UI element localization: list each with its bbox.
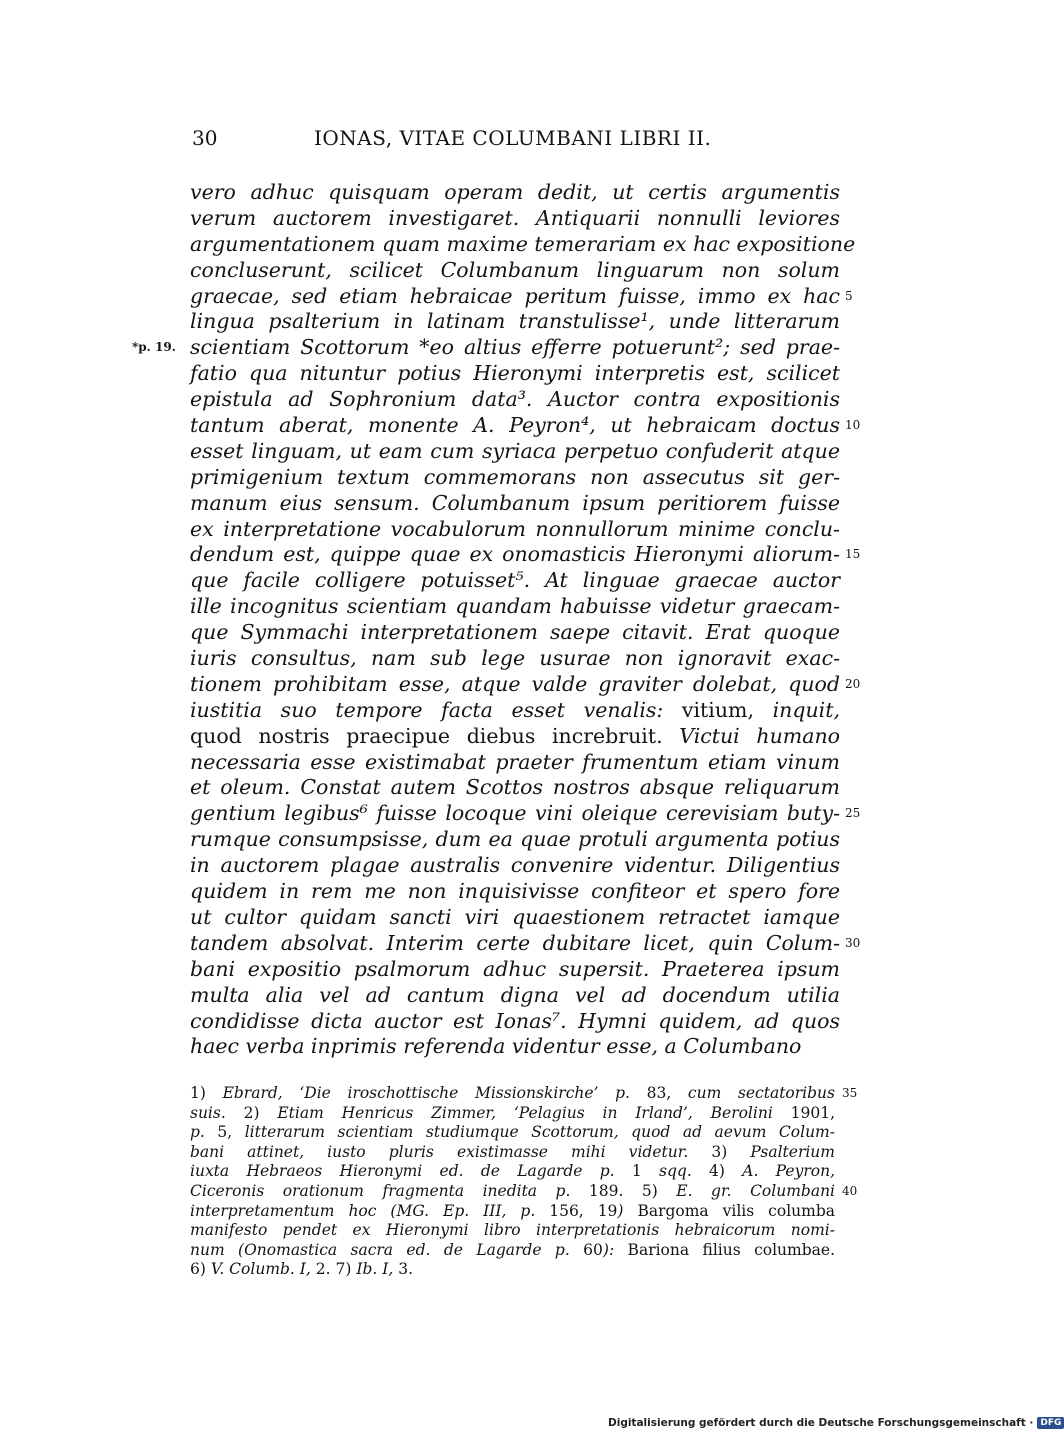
- footnote-line: [190, 1123, 835, 1143]
- text-span: verum auctorem investigaret. Antiquarii nonnulli leviores: [190, 205, 840, 230]
- text-span: condidisse dicta auctor est Ionas⁷. Hymni quidem, ad quos: [190, 1008, 840, 1033]
- text-span: dendum est, quippe quae ex onomasticis Hieronymi aliorum-: [190, 542, 840, 567]
- text-span: tantum aberat, monente A. Peyron⁴, ut hebraicam doctus: [190, 413, 840, 438]
- dfg-logo: DFG: [1037, 1417, 1064, 1429]
- footnote-span: ): [617, 1201, 624, 1220]
- text-span: vero adhuc quisquam operam dedit, ut certis argumentis: [190, 180, 840, 204]
- footnote-span: iuxta Hebraeos Hieronymi ed. de Lagarde p.: [190, 1162, 615, 1181]
- text-line: [190, 620, 840, 646]
- footnote-span: ):: [602, 1240, 615, 1259]
- footnote-line: [190, 1181, 858, 1202]
- footnote-line: [190, 1221, 835, 1241]
- text-span: necessaria esse existimabat praeter frumentum etiam vinum: [190, 749, 840, 774]
- footnote-span: V. Columb. I,: [210, 1260, 311, 1279]
- text-line: [190, 594, 840, 620]
- footnote-span: sqq.: [659, 1162, 692, 1181]
- footnotes: [190, 1084, 858, 1280]
- text-line: [190, 180, 840, 206]
- footnote-line: [190, 1162, 835, 1182]
- footnote-span: A. Peyron,: [742, 1162, 835, 1181]
- text-span: manum eius sensum. Columbanum ipsum peritiorem fuisse: [190, 490, 840, 515]
- footnote-span: 2): [225, 1103, 278, 1122]
- footnote-span: Etiam Henricus Zimmer, ‘Pelagius in Irland’, Berolini: [277, 1103, 773, 1122]
- text-line: [190, 671, 861, 698]
- text-span: primigenium textum commemorans non assecutus sit ger-: [190, 464, 840, 489]
- footnote-span: 1901,: [772, 1103, 835, 1122]
- text-line: [190, 491, 840, 517]
- text-span: inquit,: [754, 697, 840, 722]
- text-line: [190, 957, 840, 983]
- footnote-span: Ciceronis orationum fragmenta inedita p.: [190, 1181, 571, 1200]
- text-line: [190, 361, 840, 387]
- text-line: [190, 413, 861, 439]
- text-line: [190, 387, 840, 413]
- text-line: [190, 827, 840, 853]
- footnote-span: Bariona filius columbae.: [614, 1240, 835, 1259]
- text-span: concluserunt, scilicet Columbanum linguarum non solum: [190, 257, 840, 282]
- text-line: [190, 1009, 840, 1035]
- footnote-line: [190, 1241, 835, 1261]
- footnote-span: 6): [190, 1260, 211, 1279]
- footnote-line: [190, 1260, 835, 1280]
- footnote-span: 4): [691, 1162, 743, 1181]
- footnote-span: 156, 19: [535, 1201, 618, 1220]
- text-span: tionem prohibitam esse, atque valde graviter dolebat, quod: [190, 671, 840, 696]
- footnote-span: interpretamentum hoc (MG. Ep. III, p.: [190, 1201, 536, 1220]
- line-number: 25: [845, 806, 861, 821]
- text-line: [190, 983, 840, 1009]
- text-line: [190, 439, 840, 465]
- footnote-line: [190, 1202, 835, 1222]
- footnote-span: 1): [190, 1084, 223, 1102]
- text-line: [132, 335, 840, 361]
- text-line: [190, 1034, 840, 1060]
- line-number: 35: [842, 1086, 858, 1100]
- text-span: bani expositio psalmorum adhuc supersit. Praeterea ipsum: [190, 956, 840, 981]
- text-span: fatio qua nituntur potius Hieronymi interpretis est, scilicet: [190, 361, 840, 386]
- text-span: ille incognitus scientiam quandam habuisse videtur graecam-: [190, 594, 840, 619]
- text-span: gentium legibus⁶ fuisse locoque vini oleique cerevisiam buty-: [190, 801, 840, 826]
- text-span: lingua psalterium in latinam transtulisse¹, unde litterarum: [190, 309, 840, 334]
- text-line: [190, 646, 840, 672]
- text-span: et oleum. Constat autem Scottos nostros absque reliquarum: [190, 775, 840, 800]
- text-line: [190, 542, 861, 568]
- footnote-span: manifesto pendet ex Hieronymi libro interpretationis hebraicorum nomi-: [190, 1221, 835, 1240]
- footnote-span: E. gr. Columbani: [676, 1181, 836, 1200]
- text-span: in auctorem plagae australis convenire videntur. Diligentius: [190, 853, 840, 878]
- text-span: iuris consultus, nam sub lege usurae non ignoravit exac-: [190, 646, 840, 671]
- main-text: [132, 180, 861, 1060]
- footnote-span: num (Onomastica sacra ed. de Lagarde p.: [190, 1240, 570, 1259]
- line-number: 40: [842, 1183, 858, 1198]
- footnote-span: 3.: [393, 1260, 413, 1279]
- footnote-span: Bargoma vilis columba: [623, 1201, 835, 1220]
- text-span: quidem in rem me non inquisivisse confiteor et spero fore: [190, 879, 840, 904]
- funding-footer: [608, 1417, 1064, 1429]
- footnote-span: 1: [614, 1162, 660, 1181]
- line-number: 30: [845, 935, 861, 950]
- running-title: IONAS, VITAE COLUMBANI LIBRI II.: [314, 126, 712, 150]
- text-line: [190, 465, 840, 491]
- text-line: [190, 258, 840, 284]
- footnote-span: p.: [190, 1123, 205, 1142]
- footnote-line: [190, 1084, 858, 1104]
- footnote-span: suis.: [190, 1103, 226, 1122]
- footnote-line: [190, 1143, 835, 1163]
- text-line: [190, 698, 840, 724]
- footnote-span: litterarum scientiam studiumque Scottorum, quod ad aevum Colum-: [244, 1123, 835, 1142]
- page-header: [0, 126, 1000, 156]
- line-number: 15: [845, 547, 861, 562]
- footnote-span: 189. 5): [570, 1181, 677, 1200]
- text-line: [190, 853, 840, 879]
- footnote-span: Psalterium: [750, 1142, 835, 1161]
- text-span: esset linguam, ut eam cum syriaca perpetuo confuderit atque: [190, 438, 840, 463]
- footnote-span: bani attinet, iusto pluris existimasse mihi videtur.: [190, 1142, 689, 1161]
- text-line: [190, 517, 840, 543]
- text-span: epistula ad Sophronium data³. Auctor contra expositionis: [190, 387, 840, 412]
- footnote-span: 60: [569, 1240, 603, 1259]
- text-span: iustitia suo tempore facta esset venalis:: [190, 697, 664, 722]
- page-number: 30: [192, 126, 218, 150]
- text-span: multa alia vel ad cantum digna vel ad docendum utilia: [190, 982, 840, 1007]
- text-line: [190, 231, 856, 258]
- text-span: rumque consumpsisse, dum ea quae protuli argumenta potius: [190, 827, 840, 852]
- text-span: Victui humano: [662, 723, 840, 748]
- text-span: graecae, sed etiam hebraicae peritum fuisse, immo ex hac: [190, 283, 840, 308]
- line-number: 5: [845, 288, 853, 303]
- footnote-span: Ib. I,: [356, 1260, 394, 1279]
- text-span: tandem absolvat. Interim certe dubitare licet, quin Colum-: [190, 930, 840, 955]
- text-span: argumentationem quam maxime temerariam ex hac expositione: [190, 231, 856, 256]
- footer-text: Digitalisierung gefördert durch die Deutsche Forschungsgemeinschaft ·: [608, 1417, 1034, 1429]
- footnote-span: cum sectatoribus: [687, 1084, 835, 1102]
- text-line: [190, 801, 861, 827]
- text-line: [190, 309, 840, 335]
- footnote-span: Ebrard, ‘Die iroschottische Missionskirche’ p.: [222, 1084, 630, 1102]
- line-number: 20: [845, 676, 861, 691]
- text-span-roman: vitium,: [663, 697, 754, 722]
- footnote-span: 3): [688, 1142, 751, 1161]
- footnote-span: 5,: [204, 1123, 245, 1142]
- footnote-span: 83,: [629, 1084, 688, 1102]
- margin-page-reference: *p. 19.: [132, 340, 176, 355]
- text-line: [190, 750, 840, 776]
- text-span: ut cultor quidam sancti viri quaestionem retractet iamque: [190, 904, 840, 929]
- text-span: haec verba inprimis referenda videntur esse, a Columbano: [190, 1034, 802, 1059]
- text-line: [190, 905, 840, 931]
- text-span: scientiam Scottorum *eo altius efferre potuerunt²; sed prae-: [190, 335, 840, 360]
- text-span-roman: quod nostris praecipue diebus increbruit.: [190, 723, 663, 748]
- footnote-line: [190, 1104, 835, 1124]
- text-line: [190, 283, 853, 310]
- line-number: 10: [845, 418, 861, 433]
- text-line: [190, 879, 840, 905]
- text-span: que Symmachi interpretationem saepe citavit. Erat quoque: [190, 620, 840, 645]
- text-span: ex interpretatione vocabulorum nonnullorum minime conclu-: [190, 516, 840, 541]
- text-line: [190, 775, 840, 801]
- footnote-span: 2. 7): [310, 1260, 357, 1279]
- text-span: que facile colligere potuisset⁵. At linguae graecae auctor: [190, 568, 840, 593]
- text-line: [190, 206, 840, 232]
- text-line: [190, 930, 861, 957]
- text-line: [190, 568, 840, 594]
- text-line: [190, 724, 840, 750]
